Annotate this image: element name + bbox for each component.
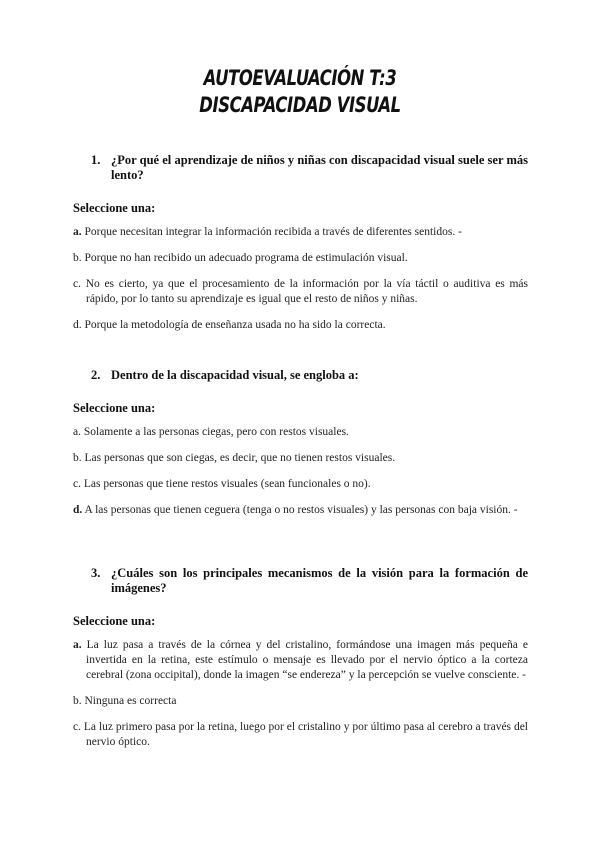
title-line-2: DISCAPACIDAD VISUAL [199, 93, 401, 117]
option-d [73, 503, 528, 518]
select-label: Seleccione una: [73, 401, 156, 415]
option-c [73, 277, 528, 307]
option-letter: c. [73, 278, 81, 290]
option-letter: a. [73, 639, 82, 651]
option-b [73, 694, 528, 709]
option-a [73, 225, 528, 240]
option-text: No es cierto, ya que el procesamiento de la información por la vía táctil o auditiva es más rápido, por lo tanto su aprendizaje es igual que el resto de niños y niñas. [85, 278, 528, 305]
option-letter: c. [73, 721, 81, 733]
option-text: Las personas que tiene restos visuales (sean funcionales o no). [83, 478, 371, 490]
option-letter: b. [73, 252, 82, 264]
option-letter: b. [73, 452, 82, 464]
question-number: 1. [91, 153, 101, 167]
option-d [73, 318, 528, 333]
option-text: Porque no han recibido un adecuado programa de estimulación visual. [84, 252, 408, 264]
question-text: ¿Cuáles son los principales mecanismos de la visión para la formación de imágenes? [111, 566, 528, 595]
option-b [73, 451, 528, 466]
option-letter: a. [73, 426, 81, 438]
question-text: ¿Por qué el aprendizaje de niños y niñas con discapacidad visual suele ser más lento? [111, 153, 528, 182]
option-letter: d. [73, 319, 82, 331]
option-text: La luz pasa a través de la córnea y del cristalino, formándose una imagen más pequeña e invertida en la retina, este estímulo o mensaje es llevado por el nervio óptico a la corteza cerebral (zona occipital), donde la imagen “se endereza” y la percepción se vuelve consciente. - [86, 639, 528, 681]
question-2 [73, 368, 528, 518]
select-label: Seleccione una: [73, 201, 156, 215]
option-letter: c. [73, 478, 81, 490]
select-label: Seleccione una: [73, 614, 156, 628]
question-number: 2. [91, 368, 101, 382]
question-1 [73, 153, 528, 333]
question-3 [73, 566, 528, 750]
option-text: Ninguna es correcta [84, 695, 177, 707]
option-letter: d. [73, 504, 83, 516]
option-c [73, 720, 528, 750]
option-b [73, 251, 528, 266]
option-text: Las personas que son ciegas, es decir, que no tienen restos visuales. [84, 452, 396, 464]
option-a [73, 638, 528, 683]
option-letter: b. [73, 695, 82, 707]
question-text: Dentro de la discapacidad visual, se engloba a: [111, 368, 359, 382]
option-text: A las personas que tienen ceguera (tenga o no restos visuales) y las personas con baja visión. - [84, 504, 518, 516]
question-number: 3. [91, 566, 101, 580]
option-text: La luz primero pasa por la retina, luego por el cristalino y por último pasa al cerebro a través del nervio óptico. [83, 721, 528, 748]
option-text: Solamente a las personas ciegas, pero con restos visuales. [83, 426, 349, 438]
option-c [73, 477, 528, 492]
option-text: Porque la metodología de enseñanza usada no ha sido la correcta. [84, 319, 386, 331]
title-line-1: AUTOEVALUACIÓN T:3 [203, 66, 397, 90]
option-letter: a. [73, 226, 82, 238]
option-a [73, 425, 528, 440]
question-3-heading [73, 566, 528, 596]
question-2-heading [73, 368, 528, 383]
question-1-heading [73, 153, 528, 183]
option-text: Porque necesitan integrar la información recibida a través de diferentes sentidos. - [84, 226, 462, 238]
